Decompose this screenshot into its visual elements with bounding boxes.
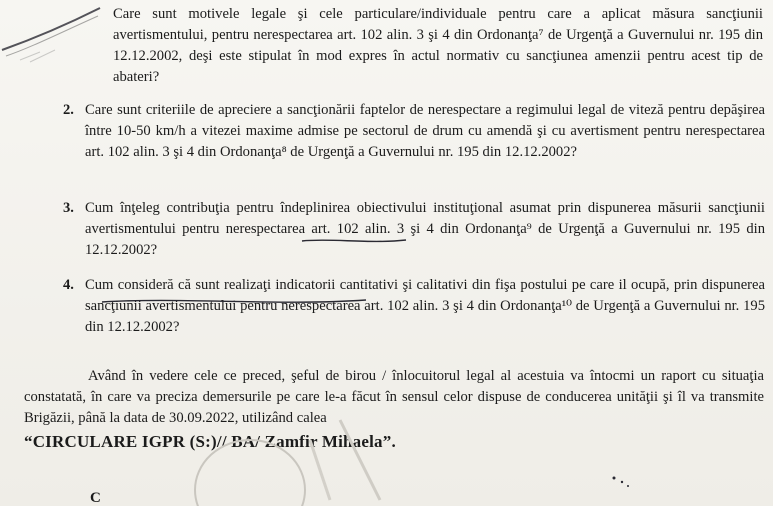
question-number: 4. xyxy=(63,277,74,293)
cut-off-footer-text: C xyxy=(90,490,101,506)
question-item xyxy=(63,198,765,261)
question-text: Care sunt motivele legale şi cele particulare/individuale pentru care a aplicat măsura sancţiunii avertismentului, pentru nerespectarea art. 102 alin. 3 şi 4 din Ordonanţa⁷ de Urgenţă a Guvernului nr. 195 din 12.12.2002, deşi este stipulat în mod expres în actul normativ cu sancţiunea amenzii pentru acest tip de abateri? xyxy=(113,6,763,85)
question-number: 3. xyxy=(63,200,74,216)
question-text: Cum consideră că sunt realizaţi indicatorii cantitativi şi calitativi din fişa postului pe care il ocupă, prin dispunerea sancţiunii avertismentului pentru nerespectarea art. 102 alin. 3 şi 4 din Ordonanţa¹⁰ de Urgenţă a Guvernului nr. 195 din 12.12.2002? xyxy=(85,277,765,335)
question-item xyxy=(63,275,765,338)
faint-watermark xyxy=(190,400,390,506)
question-text: Cum înţeleg contribuţia pentru îndeplinirea obiectivului instituţional asumat prin dispunerea măsurii sancţiunii avertismentului pentru nerespectarea art. 102 alin. 3 şi 4 din Ordonanţa⁹ de Urgenţă a Guvernului nr. 195 din 12.12.2002? xyxy=(85,200,765,258)
question-item xyxy=(113,4,763,88)
question-text: Care sunt criteriile de apreciere a sancţionării faptelor de nerespectare a regimului legal de viteză pentru depăşirea între 10-50 km/h a vitezei maxime admise pe sectorul de drum cu amendă şi cu avertisment pentru nerespectarea art. 102 alin. 3 şi 4 din Ordonanţa⁸ de Urgenţă a Guvernului nr. 195 din 12.12.2002? xyxy=(85,102,765,160)
closing-paragraph-text: Având în vedere cele ce preced, şeful de birou / înlocuitorul legal al acestuia va întocmi un raport cu situaţia constatată, în care va preciza demersurile pe care le-a făcut în sensul celor dispuse de conducerea unităţii şi îl va transmite Brigăzii, până la data de 30.09.2022, utilizând calea xyxy=(24,368,764,426)
question-item xyxy=(63,100,765,163)
circulare-route: “CIRCULARE IGPR (S:)// BA/ Zamfir Mihaela”. xyxy=(24,432,396,451)
question-number: 2. xyxy=(63,102,74,118)
ink-speck xyxy=(606,472,646,492)
closing-paragraph xyxy=(24,366,764,452)
